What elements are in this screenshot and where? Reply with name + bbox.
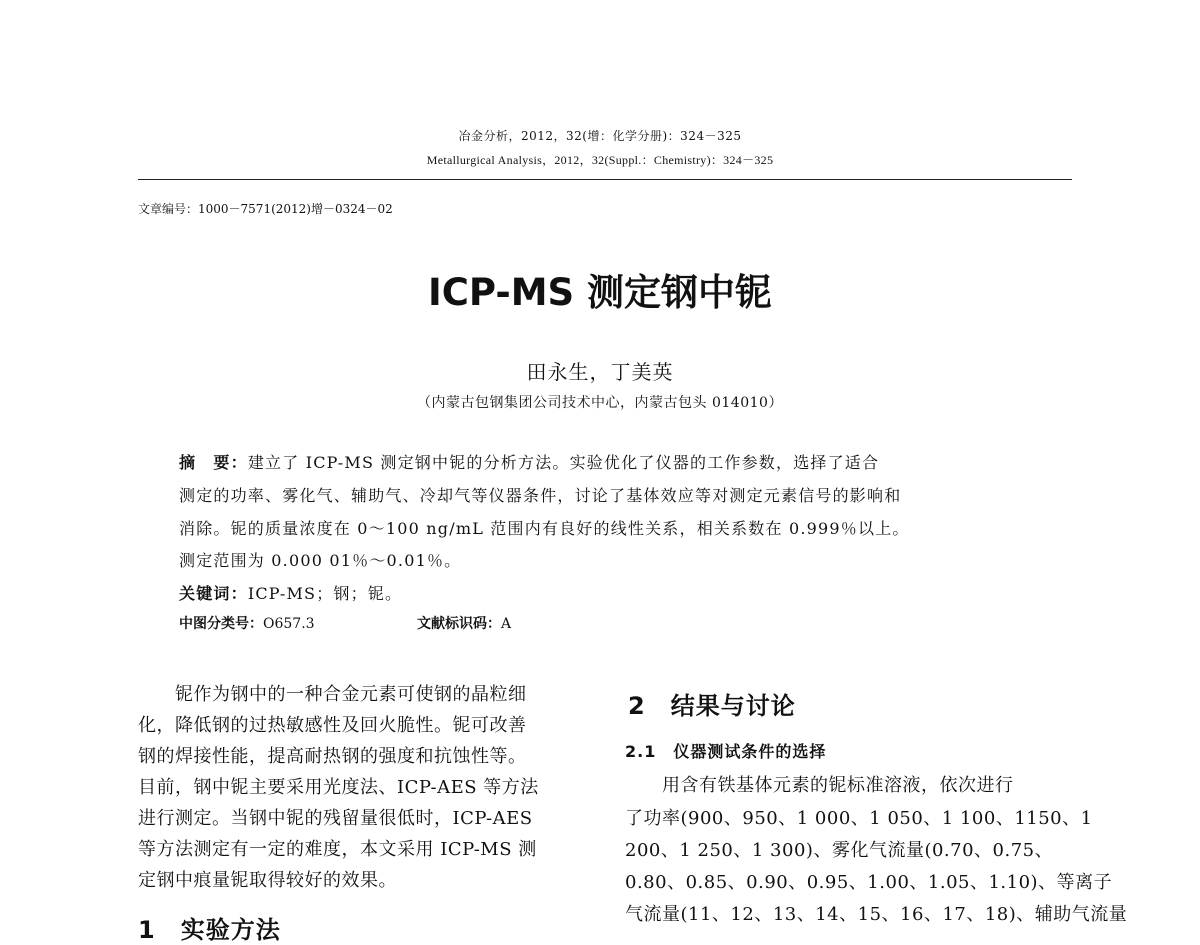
paper-title: ICP-MS 测定钢中铌 [427,271,773,314]
affiliation: （内蒙古包钢集团公司技术中心，内蒙古包头 014010） [417,395,783,411]
left-body-line: 化，降低钢的过热敏感性及回火脆性。铌可改善 [138,715,527,736]
doc-code-label: 文献标识码： [417,616,501,632]
classification [179,612,315,636]
keywords [179,579,402,609]
document-code [417,612,511,636]
abstract-text: 建立了 ICP-MS 测定钢中铌的分析方法。实验优化了仪器的工作参数，选择了适合 [247,453,880,472]
authors: 田永生，丁美英 [526,360,674,384]
left-body-line: 目前，钢中铌主要采用光度法、ICP-AES 等方法 [138,777,539,798]
doc-code-value: A [501,616,512,632]
left-body-line: 定钢中痕量铌取得较好的效果。 [138,870,397,891]
section-2-heading: 2 结果与讨论 [628,692,796,720]
left-body-line: 进行测定。当钢中铌的残留量很低时，ICP-AES [138,808,533,829]
right-body-line: 200、1 250、1 300)、雾化气流量(0.70、0.75、 [625,840,1054,861]
left-body-line: 钢的焊接性能，提高耐热钢的强度和抗蚀性等。 [138,746,527,767]
abstract-line: 测定的功率、雾化气、辅助气、冷却气等仪器条件，讨论了基体效应等对测定元素信号的影响和 [179,486,902,505]
clc-value: O657.3 [263,616,315,632]
right-body-line: 用含有铁基体元素的铌标准溶液，依次进行 [625,775,1014,796]
abstract-line: 消除。铌的质量浓度在 0～100 ng/mL 范围内有良好的线性关系，相关系数在 0.999％以上。 [179,519,910,538]
abstract-label: 摘 要： [179,453,248,472]
keywords-value: ICP-MS；钢；铌。 [247,584,403,603]
header-rule [138,179,1072,180]
right-body-line: 气流量(11、12、13、14、15、16、17、18)、辅助气流量 [625,904,1128,925]
clc-label: 中图分类号： [179,616,263,632]
article-number: 文章编号：1000－7571(2012)增－0324－02 [138,202,393,216]
section-1-heading: 1 实验方法 [138,916,281,944]
right-body-line: 了功率(900、950、1 000、1 050、1 100、1150、1 [625,808,1093,829]
journal-citation-en: Metallurgical Analysis，2012，32(Suppl.：Chemistry)：324－325 [426,153,774,167]
left-body-line: 铌作为钢中的一种合金元素可使钢的晶粒细 [138,684,527,705]
left-body-line: 等方法测定有一定的难度，本文采用 ICP-MS 测 [138,839,537,860]
section-2-1-heading: 2.1 仪器测试条件的选择 [625,742,827,761]
abstract-line [179,448,879,478]
journal-citation-cn: 冶金分析，2012，32(增：化学分册)：324－325 [458,129,742,143]
keywords-label: 关键词： [179,584,248,603]
right-body-line: 0.80、0.85、0.90、0.95、1.00、1.05、1.10)、等离子 [625,872,1113,893]
abstract-line: 测定范围为 0.000 01％～0.01％。 [179,551,462,570]
